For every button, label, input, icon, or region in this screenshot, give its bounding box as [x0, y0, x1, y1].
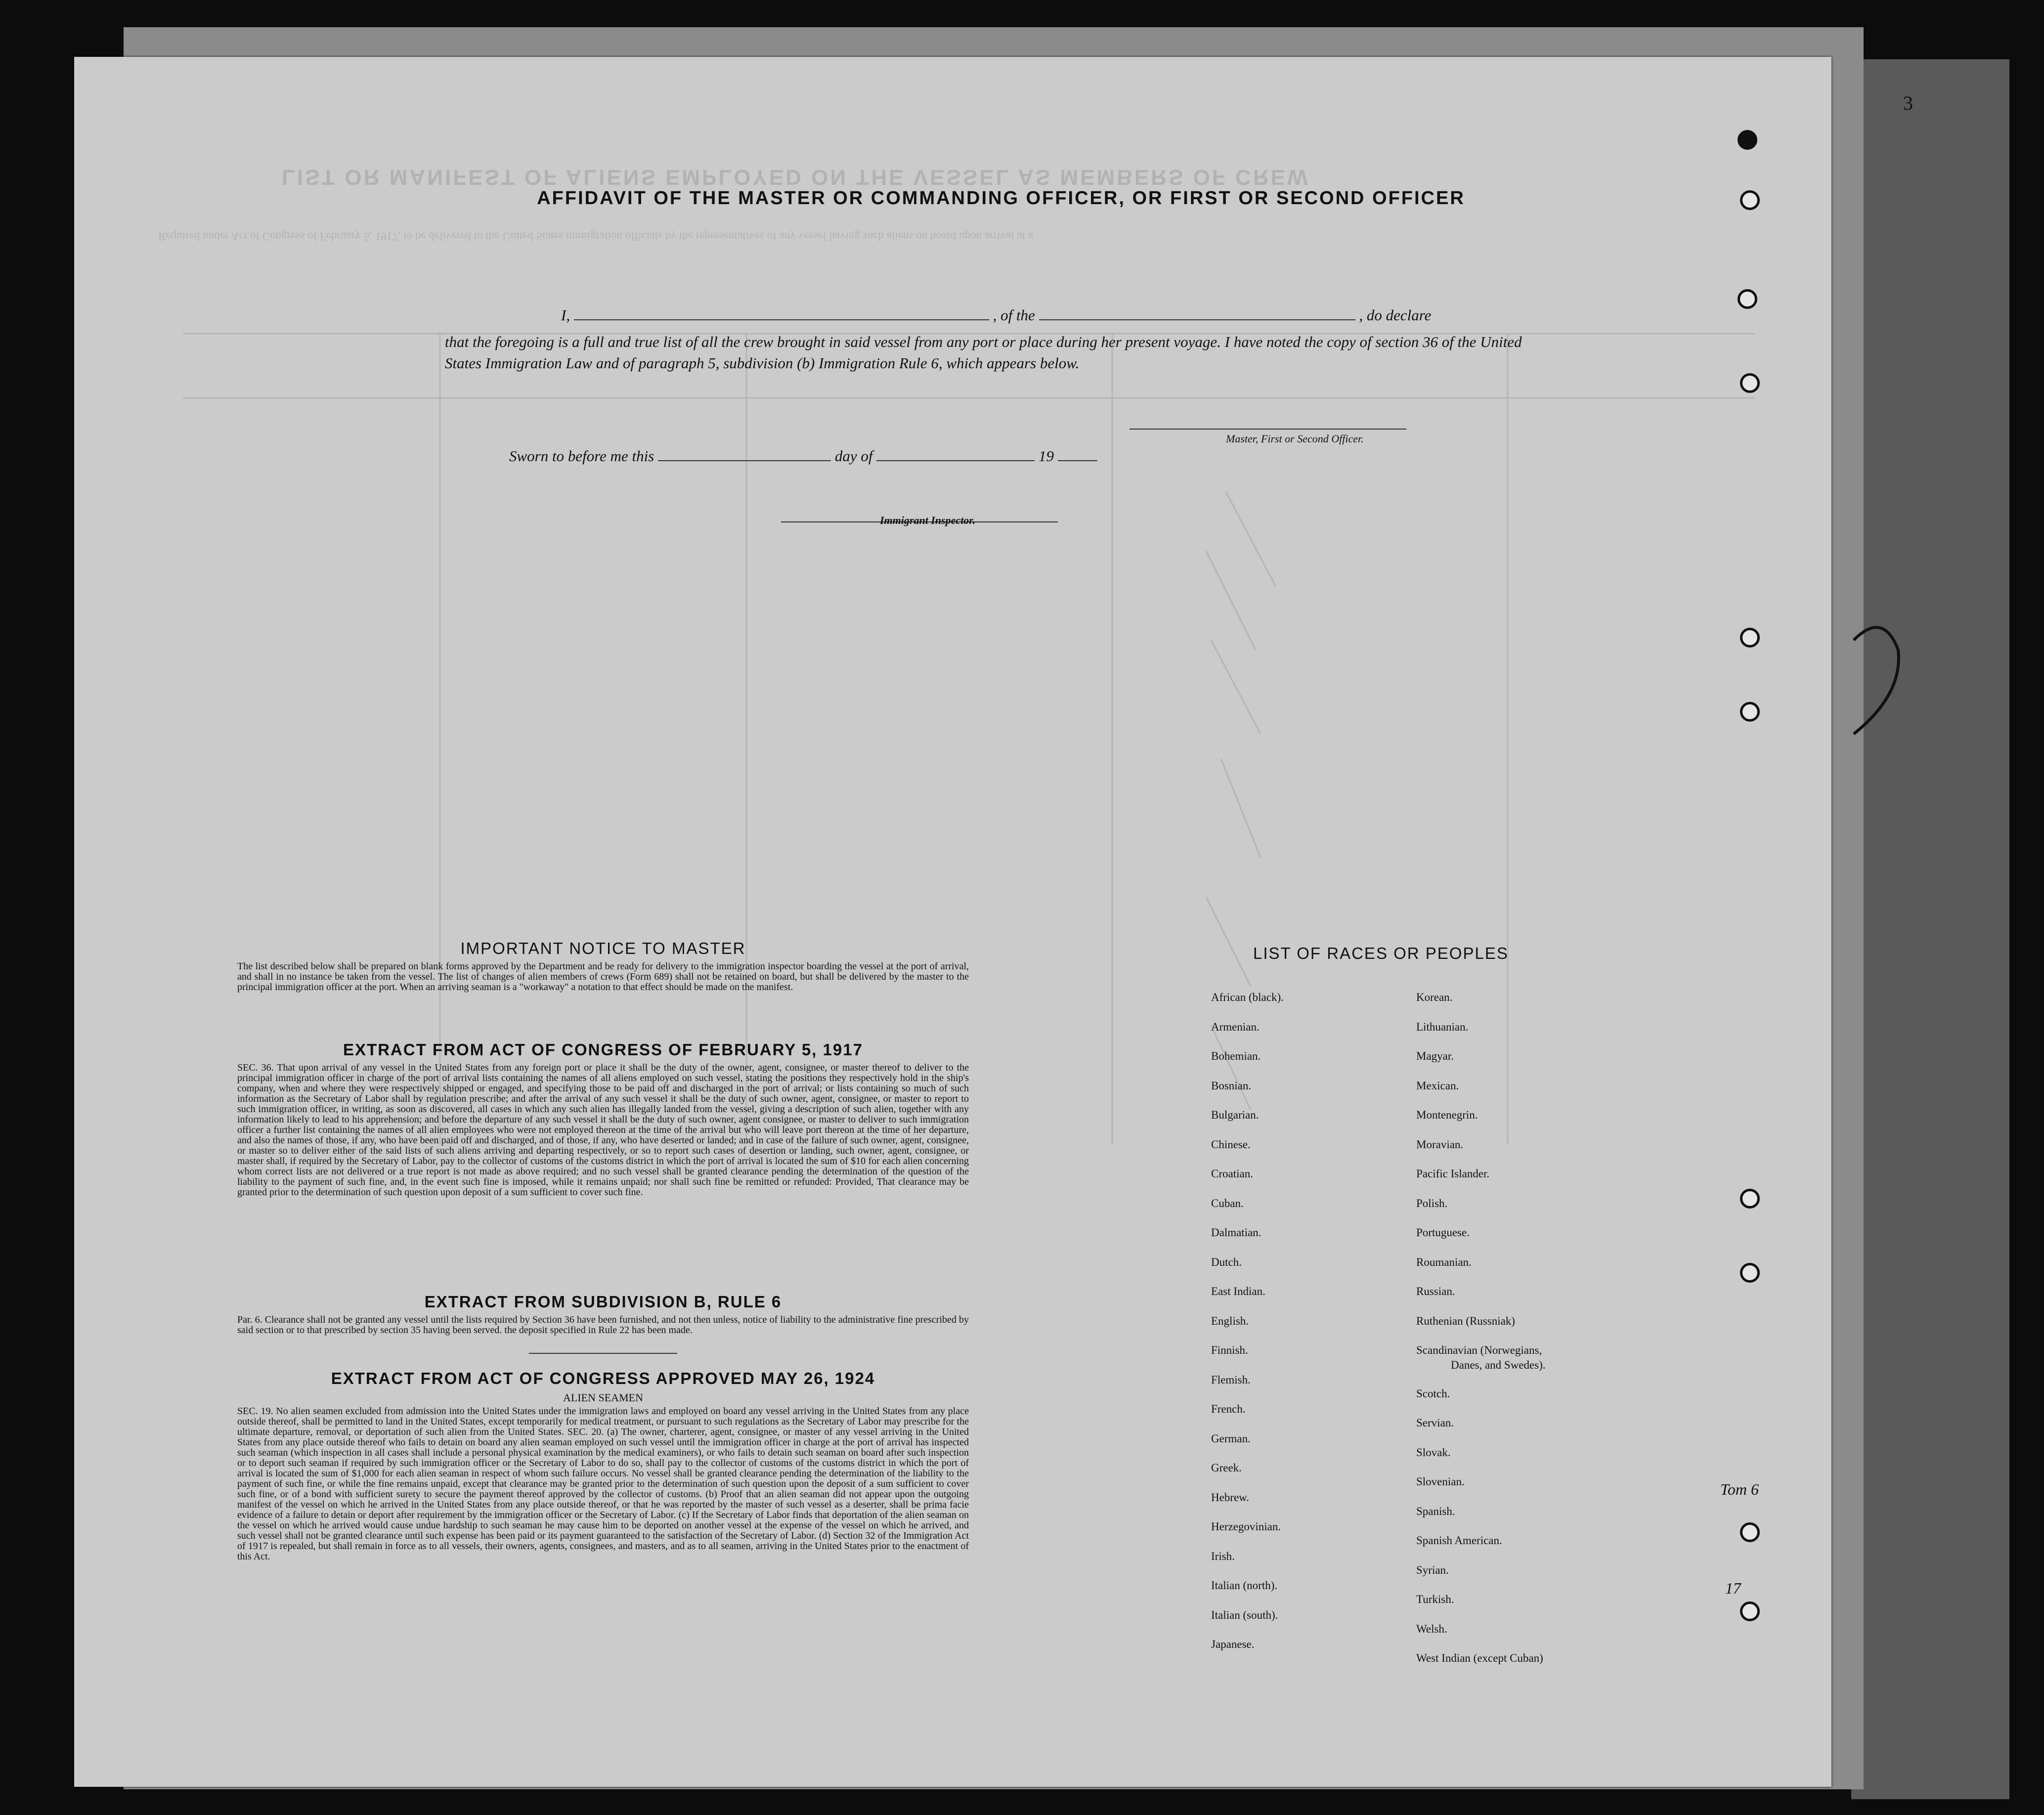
race-entry: Bulgarian.	[1211, 1109, 1259, 1121]
race-entry: Korean.	[1416, 991, 1453, 1003]
race-entry: Cuban.	[1211, 1197, 1244, 1210]
affidavit-declare-label: , do declare	[1359, 306, 1432, 324]
races-title: LIST OF RACES OR PEOPLES	[1253, 944, 1509, 962]
extract-1917-title: EXTRACT FROM ACT OF CONGRESS OF FEBRUARY 5, 1917	[343, 1040, 863, 1059]
extract-1924-title: EXTRACT FROM ACT OF CONGRESS APPROVED MAY 26, 1924	[331, 1369, 875, 1387]
race-entry: Magyar.	[1416, 1050, 1454, 1062]
officer-name-blank	[574, 319, 989, 320]
binder-hole	[1740, 1263, 1760, 1283]
race-entry: East Indian.	[1211, 1285, 1265, 1297]
race-entry: Turkish.	[1416, 1593, 1454, 1605]
binder-hole	[1740, 1601, 1760, 1621]
race-entry: Moravian.	[1416, 1138, 1464, 1151]
race-entry: Russian.	[1416, 1285, 1455, 1297]
race-entry: Dalmatian.	[1211, 1226, 1261, 1239]
race-entry: Irish.	[1211, 1550, 1235, 1562]
affidavit-body: that the foregoing is a full and true list of all the crew brought in said vessel from any port or place during her present voyage. I have noted the copy of section 36 of the United States Immigration Law and of paragraph 5, subdivision (b) Immigration Rule 6, which appears below.	[445, 333, 1522, 372]
race-entry: Hebrew.	[1211, 1491, 1250, 1504]
race-entry: African (black).	[1211, 991, 1284, 1003]
race-entry: English.	[1211, 1314, 1249, 1327]
rule6-title: EXTRACT FROM SUBDIVISION B, RULE 6	[424, 1293, 782, 1311]
master-signature-label: Master, First or Second Officer.	[1226, 432, 1364, 445]
binder-hole	[1740, 628, 1760, 648]
margin-number: 17	[1725, 1579, 1741, 1597]
extract-1924-subtitle: ALIEN SEAMEN	[563, 1391, 643, 1404]
race-entry: Finnish.	[1211, 1344, 1248, 1356]
day-blank	[658, 460, 831, 461]
sworn-label: Sworn to before me this	[509, 447, 654, 465]
race-entry: Scandinavian (Norwegians,	[1416, 1344, 1542, 1356]
race-entry: Flemish.	[1211, 1373, 1251, 1386]
section-divider	[529, 1353, 677, 1354]
affidavit-declaration-line	[561, 306, 1560, 324]
race-entry: Montenegrin.	[1416, 1109, 1478, 1121]
bleed-through-subtitle: Required under Act of Congress of February 5, 1917, to be delivered to the United States immigration officials by the representatives of any vessel having such aliens on board upon arrival at a	[158, 230, 1034, 243]
race-entry: Japanese.	[1211, 1638, 1255, 1650]
race-entry: Dutch.	[1211, 1255, 1242, 1268]
affidavit-i-label: I,	[561, 306, 570, 324]
race-entry: Herzegovinian.	[1211, 1520, 1281, 1533]
binder-hole	[1740, 1522, 1760, 1542]
race-entry: Servian.	[1416, 1417, 1454, 1429]
sworn-line	[509, 447, 1097, 465]
race-entry: Croatian.	[1211, 1167, 1253, 1180]
extract-1917-text: SEC. 36. That upon arrival of any vessel in the United States from any foreign port or place it shall be the duty of the owner, agent, consignee, or master thereof to deliver to the principal immigration officer in charge of the port of arrival lists containing the names of all aliens employed on such vessel, stating the positions they respectively hold in the ship's company, when and where they were respectively shipped or engaged, and specifying those to be paid off and discharged in the port of arrival; or lists containing so much of such information as the Secretary of Labor shall by regulation prescribe; and after the arrival of any such vessel it shall be the duty of such owner, agent, consignee, or master to report to such immigration officer, in writing, as soon as discovered, all cases in which any such alien has illegally landed from the vessel, giving a description of such alien, together with any information likely to lead to his apprehension; and before the departure of any such vessel it shall be the duty of such owner, agent consignee, or master to deliver to such immigration officer a further list containing the names of all alien employees who were not employed thereon at the time of the arrival but who will leave port thereon at the time of her departure, and also the names of those, if any, who have been paid off and discharged, and of those, if any, who have deserted or landed; and in case of the failure of such owner, agent, consignee, or master so to deliver either of the said lists of such aliens arriving and departing respectively, or so to report such cases of desertion or landing, such owner, agent, consignee, or master shall, if required by the Secretary of Labor, pay to the collector of customs of the customs district in which the port of arrival is located the sum of $10 for each alien concerning whom correct lists are not delivered or a true report is not made as above required; and no such vessel shall be granted clearance pending the determination of the question of the liability to the payment of such fine, and, in the event such fine is imposed, while it remains unpaid; nor shall such fine be remitted or refunded: Provided, That clearance may be granted prior to the determination of such question upon deposit of a sum sufficient to cover such fine.	[237, 1062, 969, 1198]
master-signature-line	[1130, 429, 1406, 430]
race-entry: Spanish.	[1416, 1505, 1455, 1517]
race-entry: Lithuanian.	[1416, 1020, 1469, 1033]
binder-hole	[1738, 130, 1757, 150]
binder-hole	[1740, 373, 1760, 393]
year-label: 19	[1038, 447, 1054, 465]
binder-hole	[1740, 1189, 1760, 1209]
margin-note: Tom 6	[1720, 1480, 1759, 1498]
extract-1924-text: SEC. 19. No alien seamen excluded from admission into the United States under the immigration laws and employed on board any vessel arriving in the United States from any place outside thereof, shall be permitted to land in the United States, except temporarily for medical treatment, or pursuant to such regulations as the Secretary of Labor may prescribe for the ultimate departure, removal, or deportation of such alien from the United States. SEC. 20. (a) The owner, charterer, agent, consignee, or master of any vessel arriving in the United States from any place outside thereof who fails to detain on board any alien seaman employed on such vessel until the immigration officer in charge at the port of arrival has inspected such seaman (which inspection in all cases shall include a personal physical examination by the medical examiners), or who fails to detain such seaman on board after such inspection or to deport such seaman if required by such immigration officer or the Secretary of Labor to do so, shall pay to the collector of customs of the customs district in which the port of arrival is located the sum of $1,000 for each alien seaman in respect of whom such failure occurs. No vessel shall be granted clearance pending the determination of the liability to the payment of such fine, or while the fine remains unpaid, except that clearance may be granted prior to the determination of such question upon the deposit of a sum sufficient to cover such fine, or of a bond with sufficient surety to secure the payment thereof approved by the collector of customs. (b) Proof that an alien seaman did not appear upon the outgoing manifest of the vessel on which he arrived in the United States from any place outside thereof, or that he was reported by the master of such vessel as a deserter, shall be prima facie evidence of a failure to detain or deport after requirement by the immigration officer or the Secretary of Labor. (c) If the Secretary of Labor finds that deportation of the alien seaman on the vessel on which he arrived would cause undue hardship to such seaman he may cause him to be deported on another vessel at the expense of the vessel on which he arrived, and such vessel shall not be granted clearance until such expense has been paid or its payment guaranteed to the satisfaction of the Secretary of Labor. (d) Section 32 of the Immigration Act of 1917 is repealed, but shall remain in force as to all vessels, their owners, agents, consignees, and masters, and as to all seamen, arriving in the United States prior to the enactment of this Act.	[237, 1406, 969, 1562]
race-entry: Slovenian.	[1416, 1475, 1465, 1488]
race-entry: Pacific Islander.	[1416, 1167, 1490, 1180]
manifest-page	[74, 57, 1913, 1787]
notice-text: The list described below shall be prepared on blank forms approved by the Department and be ready for delivery to the immigration inspector boarding the vessel at the port of arrival, and shall in no instance be taken from the vessel. The list of changes of alien members of crews (Form 689) shall not be retained on board, but shall be delivered by the master to the principal immigration officer at the port. When an arriving seaman is a "workaway" a notation to that effect should be made on the manifest.	[237, 961, 969, 993]
race-entry: Bosnian.	[1211, 1079, 1252, 1092]
race-entry-continuation: Danes, and Swedes).	[1451, 1359, 1546, 1371]
binder-hole	[1738, 289, 1757, 309]
race-entry: Slovak.	[1416, 1446, 1451, 1459]
affidavit-title: AFFIDAVIT OF THE MASTER OR COMMANDING OFFICER, OR FIRST OR SECOND OFFICER	[537, 188, 1465, 209]
race-entry: Spanish American.	[1416, 1534, 1502, 1547]
race-entry: Welsh.	[1416, 1622, 1447, 1635]
vessel-name-blank	[1039, 319, 1355, 320]
race-entry: Portuguese.	[1416, 1226, 1470, 1239]
page-number: 3	[1903, 92, 1913, 114]
race-entry: Italian (north).	[1211, 1579, 1278, 1592]
race-entry: West Indian (except Cuban)	[1416, 1652, 1543, 1664]
race-entry: Armenian.	[1211, 1020, 1260, 1033]
month-blank	[876, 460, 1035, 461]
bleed-through-heading: LIST OR MANIFEST OF ALIENS EMPLOYED ON THE VESSEL AS MEMBERS OF CREW	[282, 165, 1310, 189]
race-entry: Italian (south).	[1211, 1608, 1278, 1621]
race-entry: Chinese.	[1211, 1138, 1251, 1151]
race-entry: German.	[1211, 1432, 1251, 1445]
notice-title: IMPORTANT NOTICE TO MASTER	[460, 939, 746, 957]
race-entry: Bohemian.	[1211, 1050, 1261, 1062]
affidavit-of-the-label: , of the	[993, 306, 1035, 324]
race-entry: Roumanian.	[1416, 1255, 1472, 1268]
year-blank	[1058, 460, 1097, 461]
race-entry: Syrian.	[1416, 1563, 1449, 1576]
day-of-label: day of	[834, 447, 873, 465]
inspector-signature-label: Immigrant Inspector.	[880, 514, 976, 526]
binder-hole	[1740, 702, 1760, 722]
race-entry: Greek.	[1211, 1462, 1242, 1474]
binder-edge	[1851, 59, 2009, 1799]
binder-hole	[1740, 190, 1760, 210]
race-entry: Scotch.	[1416, 1387, 1450, 1400]
race-entry: French.	[1211, 1403, 1246, 1415]
race-entry: Ruthenian (Russniak)	[1416, 1314, 1515, 1327]
race-entry: Polish.	[1416, 1197, 1448, 1210]
race-entry: Mexican.	[1416, 1079, 1459, 1092]
rule6-text: Par. 6. Clearance shall not be granted any vessel until the lists required by Section 36 have been furnished, and not then unless, notice of liability to the administrative fine prescribed by said section or to that prescribed by section 35 having been served. the deposit specified in Rule 22 has been made.	[237, 1314, 969, 1336]
